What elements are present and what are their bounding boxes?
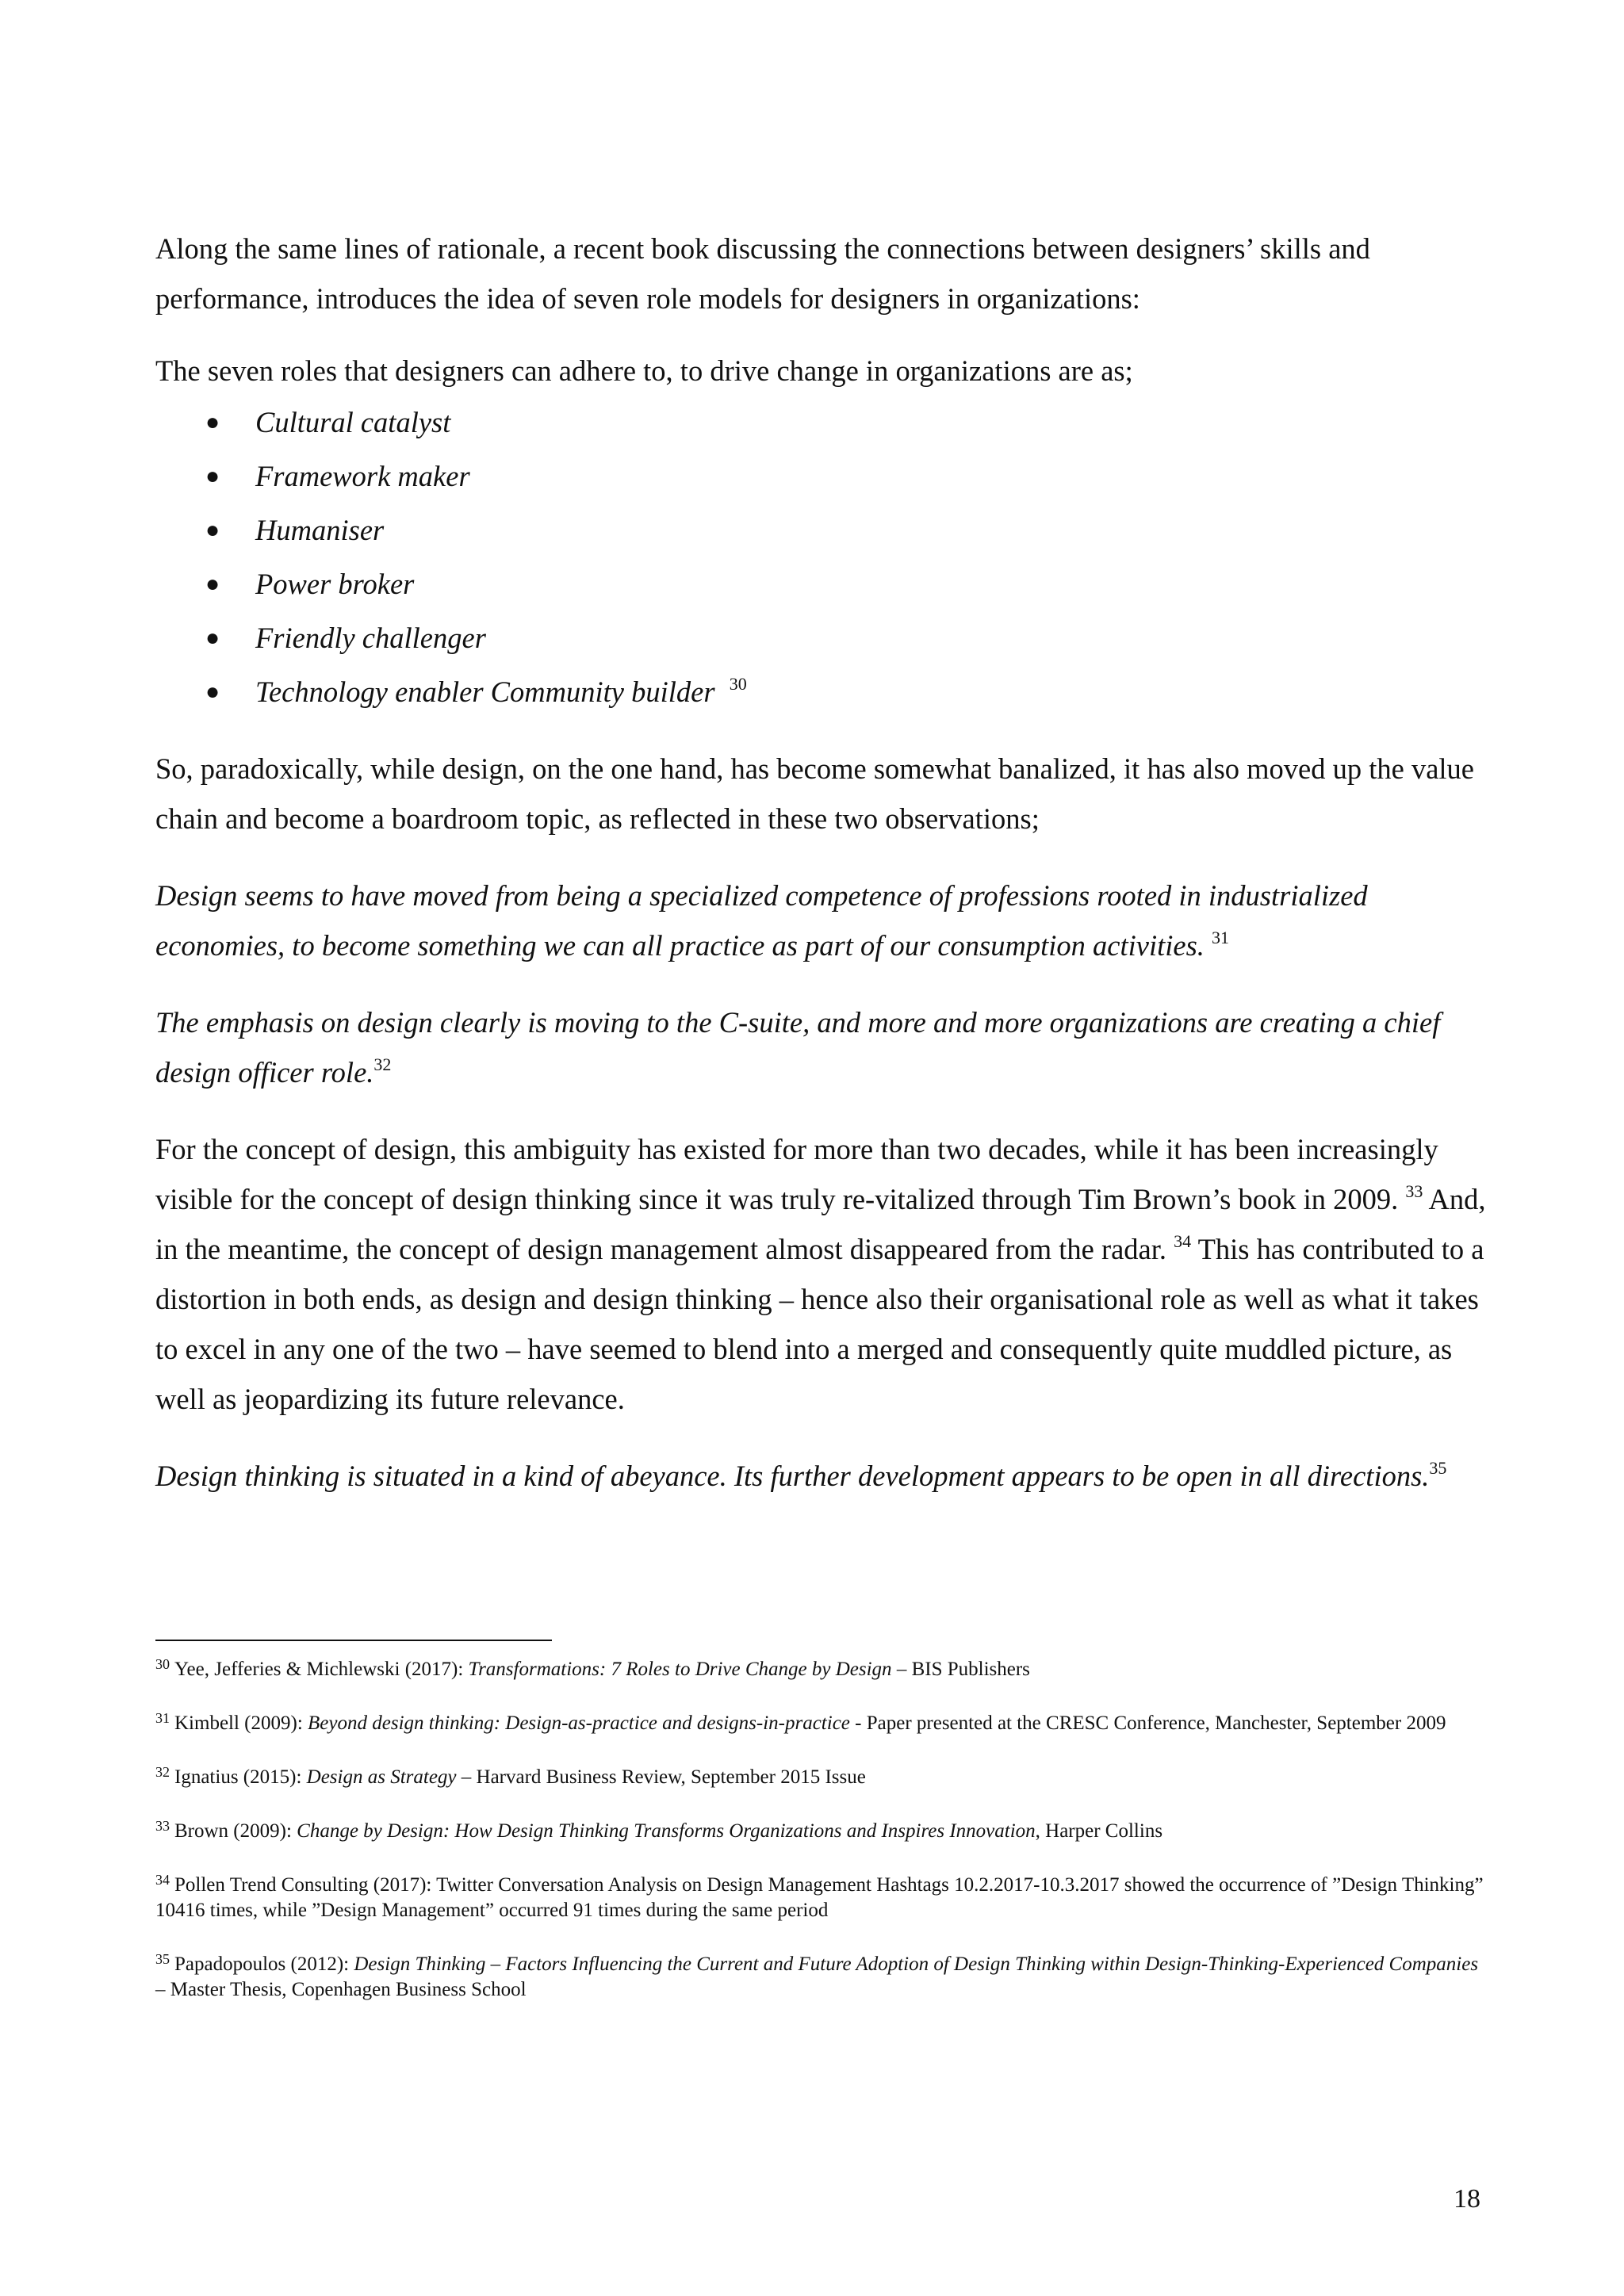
paragraph-ambiguity	[155, 1124, 1488, 1424]
list-item	[155, 503, 1488, 557]
footnote-number: 35	[155, 1951, 170, 1967]
role-label: Power broker	[255, 568, 415, 600]
page-body	[155, 224, 1488, 1501]
footnote-title: Change by Design: How Design Thinking Transforms Organizations and Inspires Innovation	[297, 1820, 1036, 1842]
page-number: 18	[1454, 2184, 1480, 2214]
paragraph-intro	[155, 224, 1488, 323]
role-label: Framework maker	[255, 460, 470, 492]
paragraph-roles-lead	[155, 346, 1488, 396]
footnote-title: Design as Strategy	[306, 1766, 457, 1788]
footnote	[155, 1765, 1488, 1790]
role-label: Humaniser	[255, 514, 385, 546]
list-item	[155, 450, 1488, 503]
roles-list	[155, 396, 1488, 719]
list-item	[155, 665, 1488, 719]
paragraph-paradox-text: So, paradoxically, while design, on the one hand, has become somewhat banalized, it has also moved up the value chain and become a boardroom topic, as reflected in these two observations;	[155, 752, 1474, 835]
footnote-title: Design Thinking – Factors Influencing the Current and Future Adoption of Design Thinking within Design-Thinking-Experienced Companies	[354, 1954, 1479, 1975]
footnote	[155, 1819, 1488, 1844]
footnote-text: Papadopoulos (2012):	[174, 1954, 354, 1975]
footnote-text: Pollen Trend Consulting (2017): Twitter Conversation Analysis on Design Management Hashtags 10.2.2017-10.3.2017 showed the occurrence of ”Design Thinking” 10416 times, while ”Design Management” occurred 91 times during the same period	[155, 1874, 1484, 1921]
paragraph-paradox	[155, 744, 1488, 844]
footnote-text: Yee, Jefferies & Michlewski (2017):	[174, 1659, 469, 1680]
footnote-number: 34	[155, 1872, 170, 1888]
bullet-icon: ●	[205, 517, 220, 543]
paragraph-ambiguity-text: For the concept of design, this ambiguity has existed for more than two decades, while it has been increasingly visible for the concept of design thinking since it was truly re-vitalized through Tim Brown’s book in 2009.	[155, 1133, 1438, 1215]
footnote-ref[interactable]: 32	[373, 1054, 392, 1074]
quote-abeyance-text: Design thinking is situated in a kind of abeyance. Its further development appears to be open in all directions.	[155, 1460, 1430, 1492]
footnote-text: - Paper presented at the CRESC Conference, Manchester, September 2009	[849, 1712, 1446, 1734]
quote-abeyance	[155, 1451, 1488, 1501]
footnote	[155, 1952, 1488, 2003]
footnote-number: 30	[155, 1656, 170, 1672]
footnote-text: Kimbell (2009):	[174, 1712, 308, 1734]
footnote-title: Transformations: 7 Roles to Drive Change by Design	[468, 1659, 892, 1680]
paragraph-ambiguity-text: And, in the meantime, the concept of design management almost disappeared from the radar.	[155, 1183, 1486, 1265]
footnote-number: 31	[155, 1710, 170, 1726]
paragraph-intro-text: Along the same lines of rationale, a recent book discussing the connections between designers’ skills and performance, introduces the idea of seven role models for designers in organizations:	[155, 232, 1370, 315]
bullet-icon: ●	[205, 625, 220, 651]
footnote	[155, 1873, 1488, 1923]
footnote-text: Ignatius (2015):	[174, 1766, 307, 1788]
quote-consumption	[155, 871, 1488, 970]
footnote-title: Beyond design thinking: Design-as-practice and designs-in-practice	[308, 1712, 850, 1734]
footnote-text: – Master Thesis, Copenhagen Business School	[155, 1979, 527, 2000]
role-label: Friendly challenger	[255, 622, 486, 654]
footnote-ref[interactable]: 31	[1212, 928, 1230, 947]
quote-consumption-text: Design seems to have moved from being a specialized competence of professions rooted in industrialized economies, to become something we can all practice as part of our consumption activities.	[155, 879, 1368, 962]
footnote-text: – Harvard Business Review, September 2015 Issue	[456, 1766, 866, 1788]
bullet-icon: ●	[205, 679, 220, 705]
quote-csuite-text: The emphasis on design clearly is moving to the C-suite, and more and more organizations are creating a chief design officer role.	[155, 1006, 1441, 1089]
footnote-number: 33	[155, 1818, 170, 1834]
bullet-icon: ●	[205, 409, 220, 435]
list-item	[155, 557, 1488, 611]
list-item	[155, 611, 1488, 665]
bullet-icon: ●	[205, 571, 220, 597]
paragraph-roles-lead-text: The seven roles that designers can adhere to, to drive change in organizations are as;	[155, 354, 1133, 387]
footnote-ref[interactable]: 34	[1174, 1231, 1192, 1251]
footnote-separator	[155, 1640, 552, 1641]
paragraph-ambiguity-text: This has contributed to a distortion in both ends, as design and design thinking – hence also their organisational role as well as what it takes to excel in any one of the two – have seemed to blend into a merged and consequently quite muddled picture, as well as jeopardizing its future relevance.	[155, 1233, 1484, 1415]
footnote	[155, 1711, 1488, 1736]
footnote-text: Brown (2009):	[174, 1820, 297, 1842]
role-label: Technology enabler Community builder	[255, 675, 715, 708]
footnote	[155, 1657, 1488, 1682]
footnote-ref[interactable]: 30	[729, 674, 747, 694]
list-item	[155, 396, 1488, 450]
footnote-text: , Harper Collins	[1035, 1820, 1163, 1842]
role-label: Cultural catalyst	[255, 406, 451, 438]
footnote-text: – BIS Publishers	[891, 1659, 1030, 1680]
bullet-icon: ●	[205, 463, 220, 489]
footnote-number: 32	[155, 1764, 170, 1780]
footnote-ref[interactable]: 33	[1405, 1181, 1423, 1201]
quote-csuite	[155, 997, 1488, 1097]
footnote-ref[interactable]: 35	[1429, 1458, 1447, 1478]
footnotes	[155, 1657, 1488, 2031]
